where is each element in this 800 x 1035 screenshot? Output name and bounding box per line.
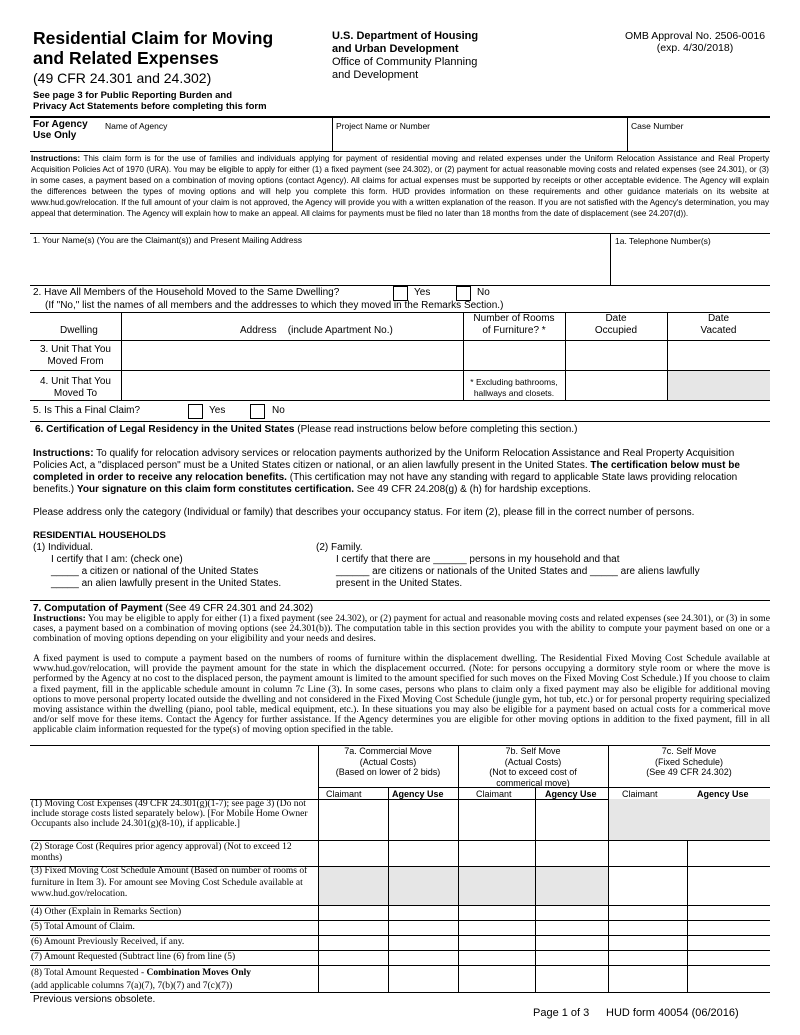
individual-certify: I certify that I am: (check one) xyxy=(51,554,183,565)
col-7b-line3: (Not to exceed cost of xyxy=(489,767,577,777)
if-no-note: (If "No," list the names of all members and the addresses to which they moved in the Remarks Section.) xyxy=(45,300,504,311)
row-moving-cost-expenses: (1) Moving Cost Expenses (49 CFR 24.301(g)(1-7); see page 3) (Do not include storage costs listed separately below). [For Mobile Home Owner Occupants also include 24.301(g)(8-10), if applicable.] xyxy=(31,799,308,830)
rooms-header-line1: Number of Rooms xyxy=(473,313,555,324)
agency-use-7b-header: Agency Use xyxy=(545,789,597,799)
omb-number: OMB Approval No. 2506-0016 xyxy=(624,30,766,42)
row3-7ab-shaded xyxy=(318,866,608,905)
row8-7a-claimant-input[interactable] xyxy=(319,966,388,992)
item5-bottom-rule xyxy=(30,421,770,422)
case-number-field[interactable]: Case Number xyxy=(631,121,684,131)
row6-bottom xyxy=(30,950,770,951)
individual-block xyxy=(33,542,281,590)
vacated-col-header xyxy=(667,313,770,337)
department-line2: and Urban Development xyxy=(332,43,459,55)
col-7a-header xyxy=(318,746,458,778)
final-claim-yes-label: Yes xyxy=(209,405,226,416)
comp-col-line-7b-mid xyxy=(535,787,536,992)
col-7c-line3: (See 49 CFR 24.302) xyxy=(646,767,732,777)
office-line2: and Development xyxy=(332,69,419,81)
agency-use-7a-header: Agency Use xyxy=(392,789,444,799)
same-dwelling-no-label: No xyxy=(477,287,490,298)
col-7c-header xyxy=(608,746,770,778)
telephone-field[interactable]: 1a. Telephone Number(s) xyxy=(615,236,711,246)
instructions-label: Instructions: xyxy=(31,154,81,163)
footnote-line2: hallways and closets. xyxy=(473,388,555,398)
section6-instructions xyxy=(33,448,770,496)
row5-7a-claimant-input[interactable] xyxy=(319,921,388,935)
final-claim-no-label: No xyxy=(272,405,285,416)
same-dwelling-yes-checkbox[interactable] xyxy=(393,286,408,301)
omb-expiration: (exp. 4/30/2018) xyxy=(656,42,734,54)
col-7b-header xyxy=(458,746,608,788)
agency-divider xyxy=(332,117,333,151)
section6-instr-bold2: Your signature on this claim form constitutes certification. xyxy=(76,484,355,495)
claimant-name-address-field[interactable]: 1. Your Name(s) (You are the Claimant(s)) and Present Mailing Address xyxy=(33,235,302,245)
row4-7a-claimant-input[interactable] xyxy=(319,906,388,920)
row4-line1: 4. Unit That You xyxy=(40,376,111,387)
section7-title-bold: 7. Computation of Payment xyxy=(33,603,163,614)
individual-alien-option[interactable]: _____ an alien lawfully present in the United States. xyxy=(51,578,282,589)
cfr-reference: (49 CFR 24.301 and 24.302) xyxy=(33,70,212,86)
rooms-header-line2: of Furniture? * xyxy=(482,325,546,336)
row8-text: (8) Total Amount Requested - xyxy=(31,968,147,978)
section7-instructions xyxy=(33,614,770,644)
moved-from-address-input[interactable] xyxy=(122,341,463,369)
row4-line2: Moved To xyxy=(53,388,98,399)
section6-instr-label: Instructions: xyxy=(33,448,94,459)
omb-approval xyxy=(600,30,790,54)
row-amount-requested: (7) Amount Requested (Subtract line (6) from line (5) xyxy=(31,952,236,962)
occupied-col-header xyxy=(565,313,667,337)
row-fixed-schedule-amount: (3) Fixed Moving Cost Schedule Amount (Based on number of rooms of furniture in Item 3). For amount see Moving Cost Schedule available at www.hud.gov/relocation. xyxy=(31,866,308,899)
row3-line1: 3. Unit That You xyxy=(40,344,111,355)
col-7b-line4: commerical move) xyxy=(496,777,570,788)
row2-7a-claimant-input[interactable] xyxy=(319,841,388,866)
top-rule xyxy=(30,116,770,118)
col-7c-line1: 7c. Self Move xyxy=(661,746,717,756)
address-col-header: Address (include Apartment No.) xyxy=(240,325,393,336)
section7-instr-label: Instructions: xyxy=(33,613,86,624)
final-claim-question: 5. Is This a Final Claim? xyxy=(33,405,141,416)
project-field[interactable]: Project Name or Number xyxy=(336,121,431,131)
individual-citizen-option[interactable]: _____ a citizen or national of the United States xyxy=(51,566,259,577)
phone-divider xyxy=(610,233,611,285)
comp-col-line-desc xyxy=(318,745,319,992)
occupancy-note: Please address only the category (Individual or family) that describes your occupancy status. For item (2), please fill in the correct number of persons. xyxy=(33,507,695,518)
form-title-line1: Residential Claim for Moving xyxy=(33,28,274,48)
department-block xyxy=(332,30,478,82)
section6-instr-text2: (This certification may not have any standing with regard to applicable State laws providing relocation benefits.) xyxy=(33,472,738,495)
family-present-line: present in the United States. xyxy=(336,578,463,589)
comp-col-line-7a-mid xyxy=(388,787,389,992)
footnote-line1: * Excluding bathrooms, xyxy=(470,377,558,387)
see-page-line2: Privacy Act Statements before completing this form xyxy=(33,101,267,112)
residential-households-title: RESIDENTIAL HOUSEHOLDS xyxy=(33,530,166,541)
row3-line2: Moved From xyxy=(47,356,104,367)
moved-from-date-vacated-input[interactable] xyxy=(668,341,770,369)
final-claim-no-checkbox[interactable] xyxy=(250,404,265,419)
final-claim-yes-checkbox[interactable] xyxy=(188,404,203,419)
col-7a-line3: (Based on lower of 2 bids) xyxy=(335,767,441,777)
row2-7b-claimant-input[interactable] xyxy=(459,841,535,866)
section6-title-bold: 6. Certification of Legal Residency in the United States xyxy=(35,424,295,435)
row1-7a-claimant-input[interactable] xyxy=(319,800,388,840)
row5-bottom xyxy=(30,935,770,936)
agency-use-label xyxy=(33,119,88,141)
same-dwelling-yes-label: Yes xyxy=(414,287,431,298)
section6-instr-text3: See 49 CFR 24.208(g) & (h) for hardship exceptions. xyxy=(354,484,591,495)
form-title-line2: and Related Expenses xyxy=(33,48,219,68)
section6-bottom-rule xyxy=(30,600,770,601)
instructions-block xyxy=(31,153,769,219)
section7-fixed-payment-paragraph: A fixed payment is used to compute a payment based on the numbers of rooms of furniture within the displacement dwelling. The Residential Fixed Moving Cost Schedule available at www.hud.gov/relocation, will provide the payment amount for the state in which the displacement occurred. (Note: for persons occupying a dormitory style room or where the move is performed by the Agency at no cost to the displaced person, the payment amount is limited to the amount specified for such moves on the Fixed Moving Cost Schedule.) If you choose to claim a fixed payment, fill in the applicable schedule amount in column 7c Line (3). In some cases, persons who plans to claim only a fixed payment may also be eligible for additional moving options to move personal property located outside the dwelling and not considered in the Fixed Moving Cost Schedule (jungle gym, hot tub, etc.) or for personal property requiring specialized moving assistance within the dwelling (piano, pool table, medical equipment, etc.). In these situations you may also be eligible for a payment based on actual costs for a commerical move and/or self move for these items. Contact the Agency for further assistance. If the Agency determines you are eligible for other moving options in addition to the fixed payment, fill in all applicable claim information requested for the type(s) of moving option specified in the table. xyxy=(33,653,770,736)
col-7a-line2: (Actual Costs) xyxy=(359,756,417,767)
name-of-agency-field[interactable]: Name of Agency xyxy=(105,121,168,131)
moved-from-date-occupied-input[interactable] xyxy=(566,341,667,369)
comp-col-line-7c-mid xyxy=(687,840,688,992)
comp-col-line-7a-7b xyxy=(458,745,459,992)
section7-instr-text: You may be eligible to apply for either (1) a fixed payment (see 24.302), or (2) payment for actual and reasonable moving costs and related expenses (see 24.301), or (3) in some cases, a payment based on a combination of moving options (see 24.301(b)). The computation table in this section provides you with the ability to compute your payment based on one or a combination of moving options depending on your eligibility and your needs and desires. xyxy=(33,613,770,644)
section6-instr-bold1: The certification below must be completed in order to receive any relocation benefits. xyxy=(33,460,740,483)
row1-7c-shaded xyxy=(608,799,770,840)
moved-to-date-occupied-input[interactable] xyxy=(566,371,667,400)
row-moved-to-label xyxy=(30,376,121,400)
section6-title xyxy=(35,424,577,435)
row4-bottom xyxy=(30,920,770,921)
individual-heading: (1) Individual. xyxy=(33,542,94,553)
row3-bottom-line xyxy=(30,905,770,906)
row1-7b-claimant-input[interactable] xyxy=(459,800,535,840)
moved-to-address-input[interactable] xyxy=(122,371,463,400)
project-divider xyxy=(627,117,628,151)
row3-7c-claimant-input[interactable] xyxy=(609,867,687,905)
office-line1: Office of Community Planning xyxy=(332,56,478,68)
row-other: (4) Other (Explain in Remarks Section) xyxy=(31,907,182,917)
page-number: Page 1 of 3 xyxy=(533,1007,590,1019)
row-storage-cost: (2) Storage Cost (Requires prior agency approval) (Not to exceed 12 months) xyxy=(31,842,292,863)
instructions-bottom-rule xyxy=(30,233,770,234)
dwelling-table-bottom xyxy=(30,400,770,401)
row8-add-note: (add applicable columns 7(a)(7), 7(b)(7) and 7(c)(7)) xyxy=(31,981,233,991)
col-7a-line1: 7a. Commercial Move xyxy=(344,746,432,756)
row-total-claim: (5) Total Amount of Claim. xyxy=(31,922,135,932)
col-7b-line2: (Actual Costs) xyxy=(504,756,562,767)
row7-bottom xyxy=(30,965,770,966)
row-combination-total xyxy=(31,967,317,993)
previous-versions-note: Previous versions obsolete. xyxy=(33,994,156,1005)
claimant-7a-header: Claimant xyxy=(326,789,362,799)
section6-title-note: (Please read instructions below before completing this section.) xyxy=(294,424,578,435)
department-line1: U.S. Department of Housing xyxy=(332,30,479,42)
agency-use-line1: For Agency xyxy=(33,119,88,130)
subheader-top xyxy=(318,787,770,788)
claimant-7b-header: Claimant xyxy=(476,789,512,799)
form-number: HUD form 40054 (06/2016) xyxy=(606,1007,739,1019)
section6-instr-text: To qualify for relocation advisory services or relocation payments authorized by the Uniform Relocation Assistance and Real Property Acquisition Policies Act, a "displaced person" must be a United States citizen or national, or an alien lawfully present in the United States. xyxy=(33,448,735,471)
family-block xyxy=(316,542,700,590)
instructions-text: This claim form is for the use of families and individuals applying for payment of residential moving and related expenses under the Uniform Relocation Assistance and Real Property Acquisition Policies Act of 1970 (URA). You may be eligible to apply for either (1) a fixed payment (see 24.302), or (2) payment for actual reasonable moving costs and related expenses (see 24.301), or (3) in some cases, a payment based on a combination of moving options (contact Agency). All claims for actual expenses must be supported by receipts or other acceptable evidence. The Agency will explain the differences between the types of moving options and will help you complete this form. HUD provides information on these requirements and other guidance materials on its website at www.hud.gov/relocation. If the full amount of your claim is not approved, the Agency will provide you with a written explanation of the reason. If you are not satisfied with the Agency's determination, you may appeal that determination. The Agency will explain how to make an appeal. All claims for payments must be filed no later than 18 months from the date of displacement (see 24.207(d)). xyxy=(31,154,769,218)
agency-use-line2: Use Only xyxy=(33,130,77,141)
moved-to-vacated-shaded xyxy=(668,371,770,400)
occupied-header-line2: Occupied xyxy=(594,325,638,336)
row2-7c-claimant-input[interactable] xyxy=(609,841,687,866)
row-previously-received: (6) Amount Previously Received, if any. xyxy=(31,937,185,947)
family-heading: (2) Family. xyxy=(316,542,363,553)
family-persons-count[interactable]: I certify that there are ______ persons in my household and that xyxy=(336,554,620,565)
claimant-7c-header: Claimant xyxy=(622,789,658,799)
row-moved-from-label xyxy=(30,344,121,368)
same-dwelling-no-checkbox[interactable] xyxy=(456,286,471,301)
agency-use-7c-header: Agency Use xyxy=(697,789,749,799)
occupied-header-line1: Date xyxy=(605,313,627,324)
rooms-col-header xyxy=(463,313,565,337)
vacated-header-line1: Date xyxy=(707,313,730,324)
dwelling-col-header: Dwelling xyxy=(60,325,98,336)
form-title xyxy=(33,28,273,68)
vacated-header-line2: Vacated xyxy=(700,325,737,336)
col-7c-line2: (Fixed Schedule) xyxy=(654,756,724,767)
see-page-line1: See page 3 for Public Reporting Burden and xyxy=(33,90,232,101)
agency-bottom-rule xyxy=(30,151,770,152)
rooms-footnote xyxy=(463,377,565,399)
row8-bold: Combination Moves Only xyxy=(146,968,252,978)
same-dwelling-question: 2. Have All Members of the Household Moved to the Same Dwelling? xyxy=(33,287,340,298)
moved-from-rooms-input[interactable] xyxy=(464,341,565,369)
col-7b-line1: 7b. Self Move xyxy=(505,746,561,756)
section7-title-note: (See 49 CFR 24.301 and 24.302) xyxy=(162,603,314,614)
family-citizens-count[interactable]: ______ are citizens or nationals of the United States and _____ are aliens lawfully xyxy=(336,566,700,577)
see-page-note xyxy=(33,90,267,112)
